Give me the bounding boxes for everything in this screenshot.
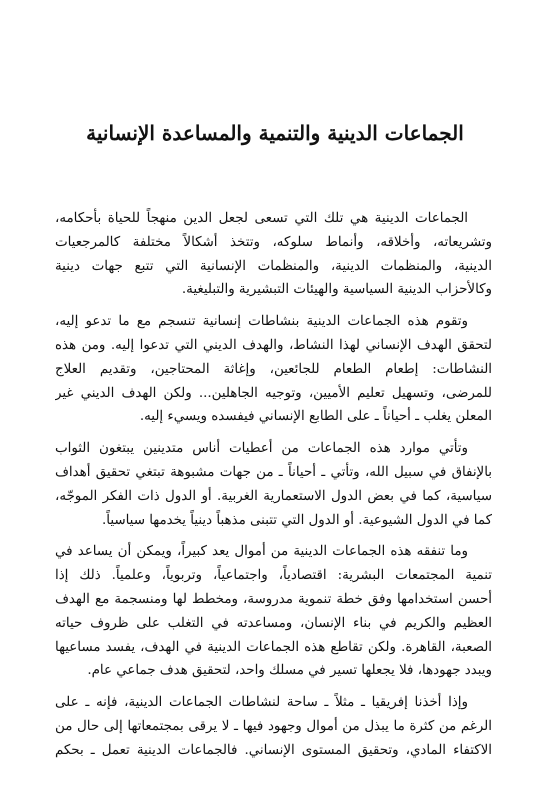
text-line: الدينية، والمنظمات الدينية، والمنظمات الإنسانية التي تتبع جهات دينية [55, 258, 492, 274]
paragraph [55, 540, 492, 683]
text-line: وإذا أخذنا إفريقيا ـ مثلاً ـ ساحة لنشاطات الجماعات الدينية، فإنه ـ على [55, 695, 468, 711]
text-line: الجماعات الدينية هي تلك التي تسعى لجعل الدين منهجاً للحياة بأحكامه، [55, 211, 468, 226]
text-line: الصعبة، القاهرة. ولكن تقاطع هذه الجماعات الدينية في الهدف، يفسد مساعيها [55, 639, 492, 655]
text-line: ويبدد جهودها، فلا يجعلها تسير في مسلك واحد، لتحقيق هدف جماعي عام. [87, 663, 492, 679]
text-line: وتقوم هذه الجماعات الدينية بنشاطات إنسانية تنسجم مع ما تدعو إليه، [55, 314, 468, 330]
text-line: النشاطات: إطعام الطعام للجائعين، وإغاثة المحتاجين، وتقديم العلاج [55, 361, 492, 377]
paragraph [55, 207, 492, 302]
body-text [55, 207, 492, 771]
text-line: لتحقق الهدف الإنساني لهذا النشاط، والهدف الديني التي تدعوا إليه. ومن هذه [55, 337, 492, 353]
paragraph [55, 310, 492, 429]
text-line: وما تنفقه هذه الجماعات الدينية من أموال يعد كبيراً، ويمكن أن يساعد في [55, 544, 468, 560]
text-line: وتأتي موارد هذه الجماعات من أعطيات أناس متدينين يبتغون الثواب [55, 441, 468, 457]
paragraph [55, 437, 492, 532]
text-line: تنمية المجتمعات البشرية: اقتصادياً، واجتماعياً، وتربوياً، وعلمياً. ذلك إذا [55, 568, 492, 584]
text-line: الرغم من كثرة ما يبذل من أموال وجهود فيها ـ لا يرقى بمجتمعاتها إلى حال من [55, 718, 492, 734]
text-line: الاكتفاء المادي، وتحقيق المستوى الإنساني. فالجماعات الدينية تعمل ـ بحكم [55, 742, 492, 758]
text-line: أحسن استخدامها وفق خطة تنموية مدروسة، ومخطط لها ومنسجمة مع الهدف [55, 591, 492, 607]
text-line: المعلن يغلب ـ أحياناً ـ على الطابع الإنساني فيفسده ويسيء إليه. [139, 409, 492, 425]
text-line: وكالأحزاب الدينية السياسية والهيئات التبشيرية والتبليغية. [181, 282, 492, 298]
text-line: العظيم والكريم في بناء الإنسان، ومساعدته في التغلب على ظروف حياته [55, 615, 492, 631]
paragraph [55, 691, 492, 762]
text-line: للمرضى، وتسهيل تعليم الأميين، وتوجيه الجاهلين... ولكن الهدف الديني غير [55, 385, 492, 401]
text-line: وتشريعاته، وأخلاقه، وأنماط سلوكه، وتتخذ أشكالاً مختلفة كالمرجعيات [55, 234, 492, 250]
text-line: سياسية، كما في بعض الدول الاستعمارية الغربية. أو الدول ذات الفكر الموجّه، [55, 488, 492, 504]
page-title: الجماعات الدينية والتنمية والمساعدة الإنسانية [86, 121, 464, 145]
text-line: بالإنفاق في سبيل الله، وتأتي ـ أحياناً ـ من جهات مشبوهة تبتغي تحقيق أهداف [55, 464, 492, 480]
text-line: كما في الدول الشيوعية. أو الدول التي تتبنى مذهباً دينياً يخدمها سياسياً. [102, 512, 492, 528]
